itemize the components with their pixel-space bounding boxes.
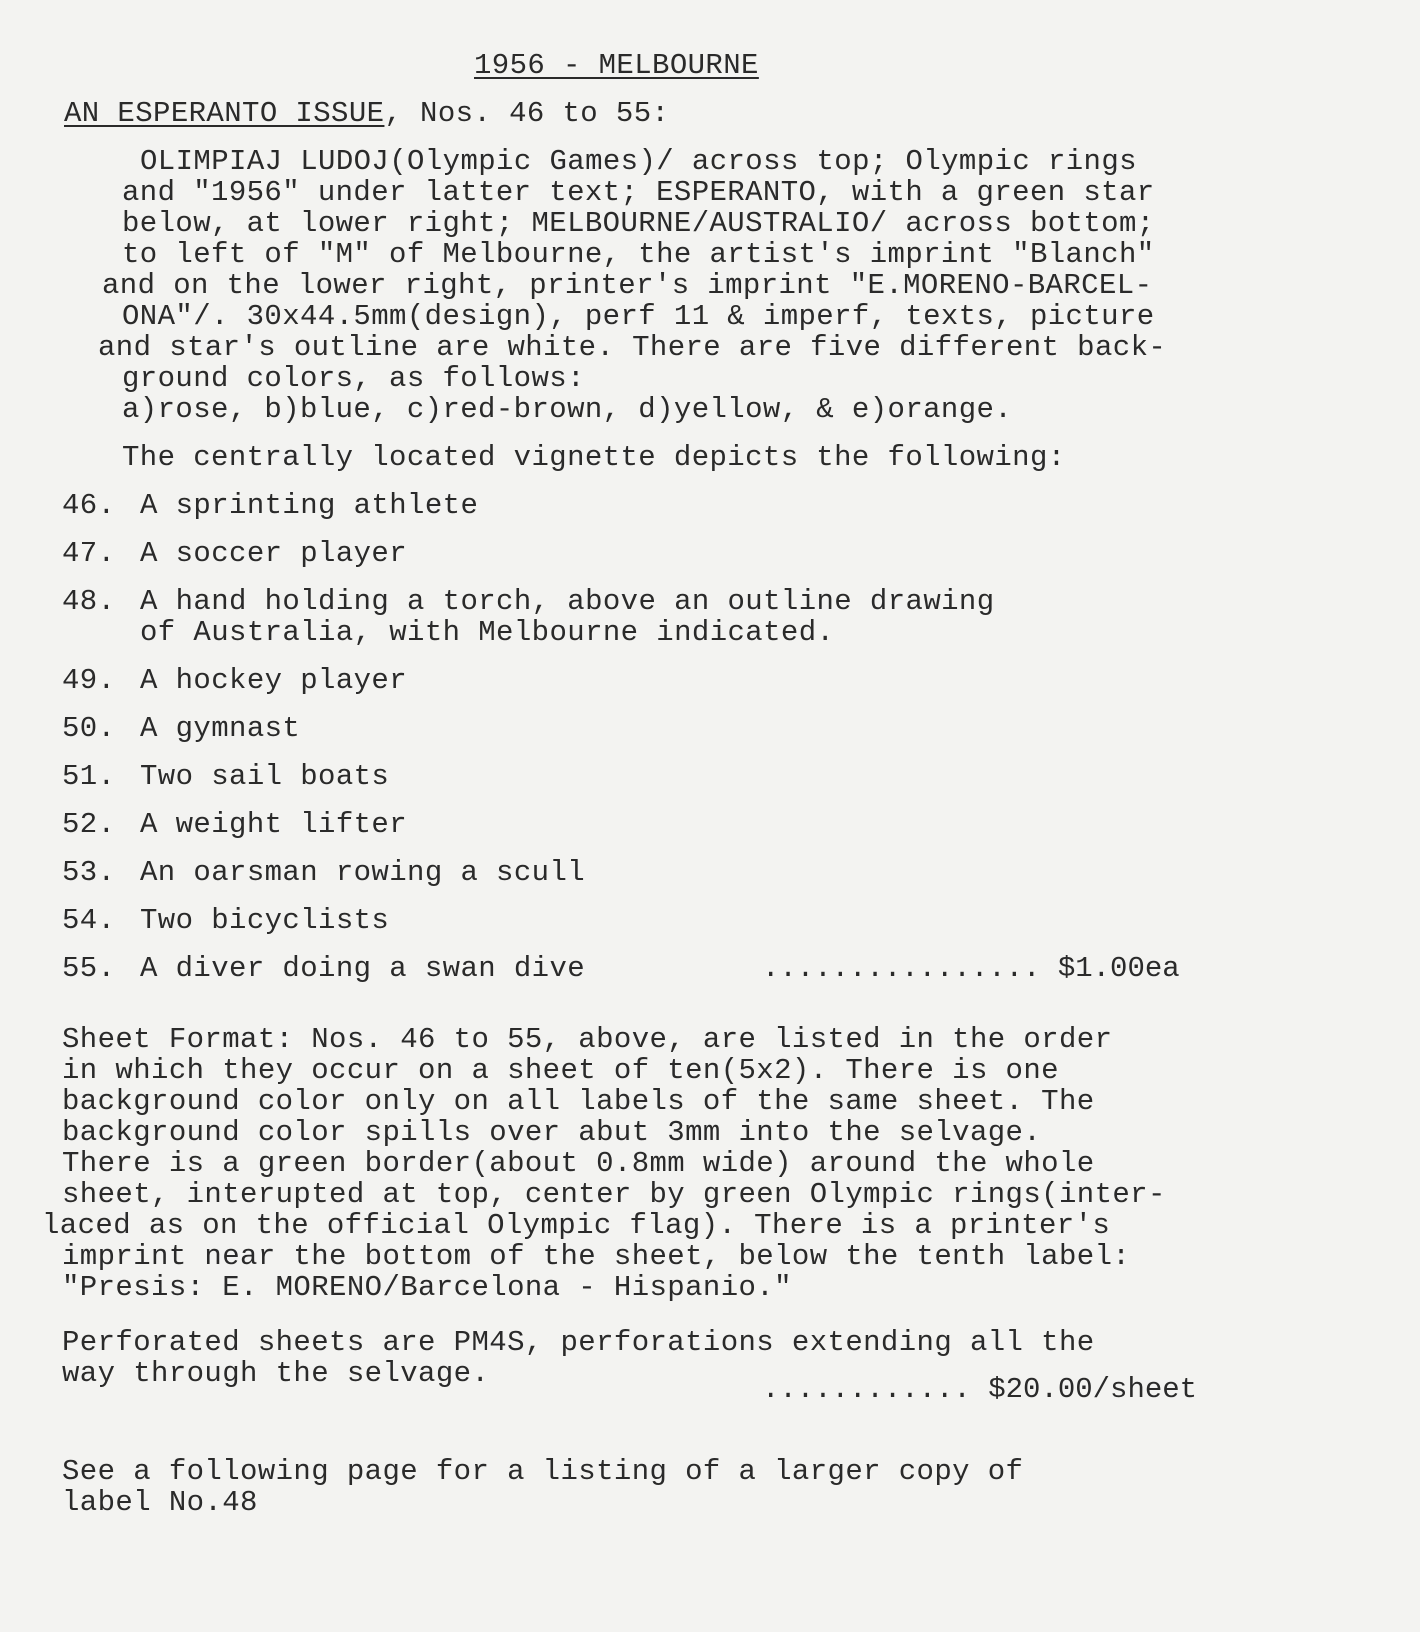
- description-line: ONA"/. 30x44.5mm(design), perf 11 & imperf, texts, picture: [122, 300, 1155, 333]
- description-line: to left of "M" of Melbourne, the artist's imprint "Blanch": [122, 238, 1155, 271]
- list-item: [62, 586, 995, 618]
- description-line: OLIMPIAJ LUDOJ(Olympic Games)/ across top; Olympic rings: [140, 145, 1137, 178]
- item-number: 55.: [62, 952, 116, 985]
- list-item: [62, 761, 389, 793]
- sheet-format-line: laced as on the official Olympic flag). There is a printer's: [42, 1209, 1111, 1242]
- item-text: Two sail boats: [140, 760, 390, 793]
- item-number: 47.: [62, 537, 116, 570]
- sheet-format-line: background color only on all labels of the same sheet. The: [62, 1085, 1095, 1118]
- item-number: 50.: [62, 712, 116, 745]
- description-line: and "1956" under latter text; ESPERANTO, with a green star: [122, 176, 1155, 209]
- item-text: An oarsman rowing a scull: [140, 856, 586, 889]
- list-item: [62, 857, 585, 889]
- item-text: A sprinting athlete: [140, 489, 479, 522]
- list-item: [62, 665, 407, 697]
- list-item: [62, 953, 585, 985]
- list-item: [62, 809, 407, 841]
- item-number: 53.: [62, 856, 116, 889]
- description-line: ground colors, as follows:: [122, 362, 585, 395]
- sheet-format-line: sheet, interupted at top, center by green Olympic rings(inter-: [62, 1178, 1166, 1211]
- sheet-format-line: There is a green border(about 0.8mm wide) around the whole: [62, 1147, 1095, 1180]
- issue-heading: [64, 98, 669, 130]
- sheet-price: ............ $20.00/sheet: [762, 1373, 1198, 1406]
- item-number: 51.: [62, 760, 116, 793]
- sheet-format-line: imprint near the bottom of the sheet, below the tenth label:: [62, 1240, 1131, 1273]
- list-item-continuation: of Australia, with Melbourne indicated.: [140, 616, 835, 649]
- item-number: 54.: [62, 904, 116, 937]
- description-line: and star's outline are white. There are five different back-: [98, 331, 1167, 364]
- item-text: A hand holding a torch, above an outline drawing: [140, 585, 995, 618]
- list-item: [62, 538, 407, 570]
- issue-heading-label: AN ESPERANTO ISSUE: [64, 97, 385, 130]
- list-item: [62, 905, 389, 937]
- list-item: [62, 490, 478, 522]
- sheet-format-line: in which they occur on a sheet of ten(5x2). There is one: [62, 1054, 1059, 1087]
- description-line: and on the lower right, printer's imprint "E.MORENO-BARCEL-: [102, 269, 1153, 302]
- item-number: 46.: [62, 489, 116, 522]
- sheet-format-line: "Presis: E. MORENO/Barcelona - Hispanio.": [62, 1271, 792, 1304]
- description-line: a)rose, b)blue, c)red-brown, d)yellow, & e)orange.: [122, 393, 1013, 426]
- page-title: 1956 - MELBOURNE: [474, 49, 759, 82]
- item-text: A gymnast: [140, 712, 301, 745]
- perforated-line: way through the selvage.: [62, 1357, 490, 1390]
- perforated-line: Perforated sheets are PM4S, perforations extending all the: [62, 1326, 1095, 1359]
- description-line: below, at lower right; MELBOURNE/AUSTRALIO/ across bottom;: [122, 207, 1155, 240]
- list-item: [62, 713, 300, 745]
- sheet-format-line: Sheet Format: Nos. 46 to 55, above, are listed in the order: [62, 1023, 1113, 1056]
- item-text: A hockey player: [140, 664, 408, 697]
- item-price: ................ $1.00ea: [762, 952, 1180, 985]
- sheet-format-line: background color spills over abut 3mm into the selvage.: [62, 1116, 1042, 1149]
- issue-heading-numbers: , Nos. 46 to 55:: [384, 97, 670, 130]
- item-text: Two bicyclists: [140, 904, 390, 937]
- see-also-line: label No.48: [62, 1486, 258, 1519]
- vignette-intro: The centrally located vignette depicts the following:: [122, 441, 1066, 474]
- item-text: A weight lifter: [140, 808, 408, 841]
- see-also-line: See a following page for a listing of a larger copy of: [62, 1455, 1024, 1488]
- item-number: 48.: [62, 585, 116, 618]
- item-number: 49.: [62, 664, 116, 697]
- item-number: 52.: [62, 808, 116, 841]
- item-text: A soccer player: [140, 537, 408, 570]
- item-text: A diver doing a swan dive: [140, 952, 586, 985]
